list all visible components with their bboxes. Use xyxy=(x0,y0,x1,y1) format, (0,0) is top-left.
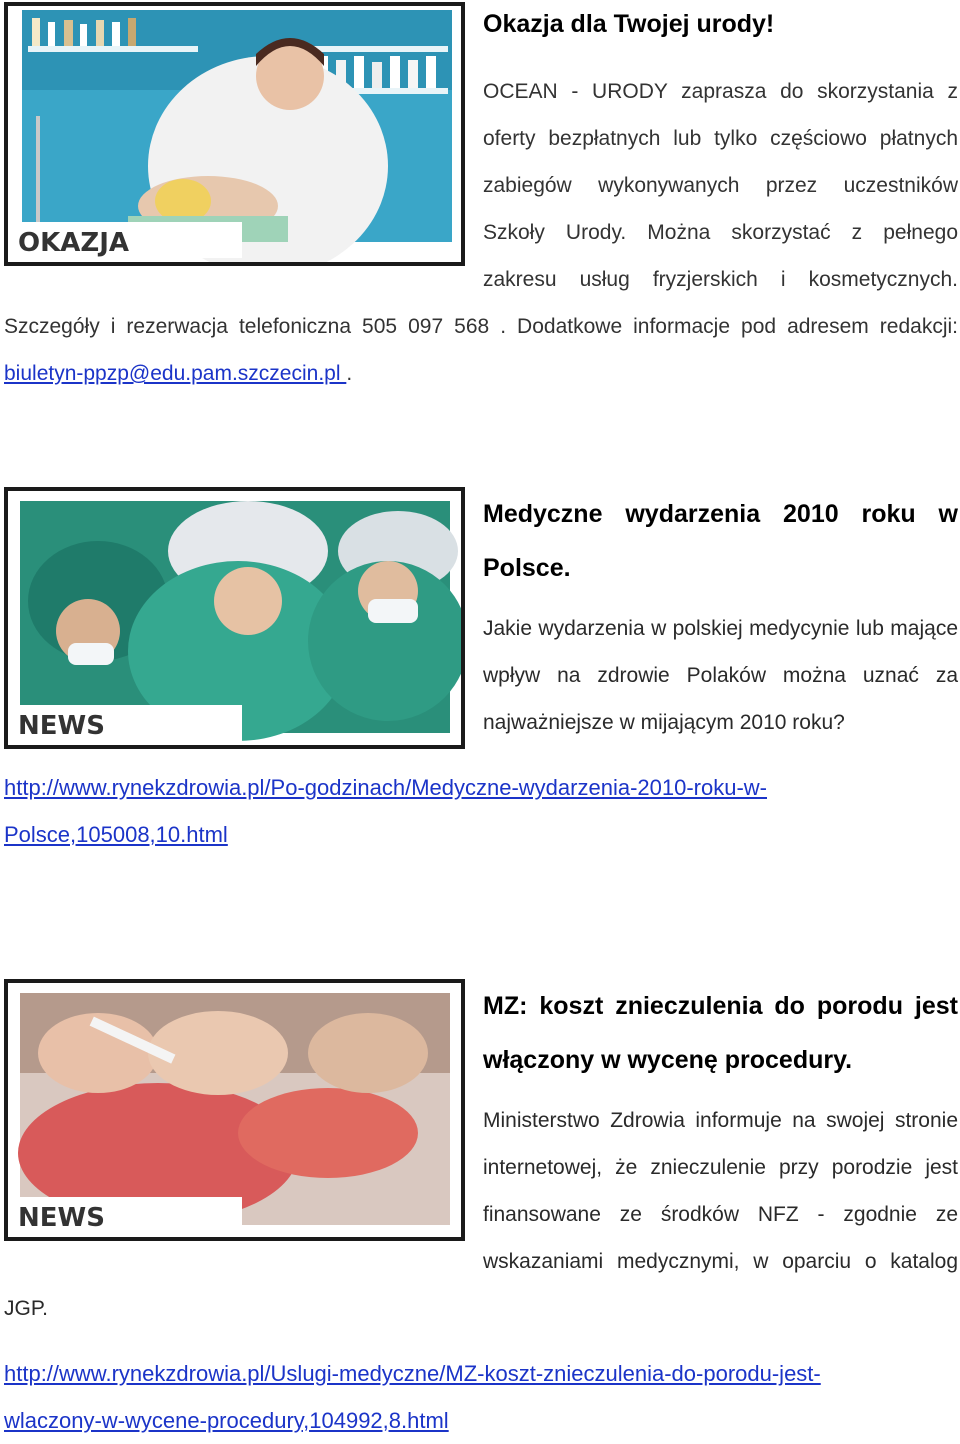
article-medyczne-wydarzenia xyxy=(4,487,958,858)
surgery-photo xyxy=(4,487,465,749)
article-znieczulenie xyxy=(4,979,958,1444)
article-title: MZ: koszt znieczulenia do porodu jest włączony w wycenę procedury. xyxy=(483,992,958,1074)
newborn-photo xyxy=(4,979,465,1241)
source-link[interactable]: http://www.rynekzdrowia.pl/Po-godzinach/Medyczne-wydarzenia-2010-roku-w- Polsce,105008,10.html xyxy=(4,775,767,847)
article-body: Jakie wydarzenia w polskiej medycynie lub mające wpływ na zdrowie Polaków można uznać za najważniejsze w mijającym 2010 roku? xyxy=(483,617,958,734)
article-okazja xyxy=(4,0,958,397)
editor-email-link[interactable]: biuletyn-ppzp@edu.pam.szczecin.pl xyxy=(4,362,347,385)
surgery-illustration xyxy=(8,491,461,745)
source-link[interactable]: http://www.rynekzdrowia.pl/Uslugi-medyczne/MZ-koszt-znieczulenia-do-porodu-jest- wlaczony-w-wycene-procedury,104992,8.html xyxy=(4,1361,821,1433)
article-source-url xyxy=(4,1350,958,1444)
okazja-photo xyxy=(4,2,465,266)
article-title: Medyczne wydarzenia 2010 roku w Polsce. xyxy=(483,500,958,582)
news-badge-text: NEWS xyxy=(18,1203,105,1233)
article-body: Ministerstwo Zdrowia informuje na swojej stronie internetowej, że znieczulenie przy porodzie jest finansowane ze środków NFZ - zgodnie ze wskazaniami medycznymi, w oparciu o katalog JGP. xyxy=(4,1109,958,1320)
newborn-illustration xyxy=(8,983,461,1237)
article-title: Okazja dla Twojej urody! xyxy=(483,10,775,38)
article-source-url xyxy=(4,764,958,858)
news-badge-text: NEWS xyxy=(18,711,105,741)
article-body: OCEAN - URODY zaprasza do skorzystania z oferty bezpłatnych lub tylko częściowo płatnych zabiegów wykonywanych przez uczestników Szkoły Urody. Można skorzystać z pełnego zakresu usług fryzjerskich i kosmetycznych. Szczegóły i rezerwacja telefoniczna 505 097 568 . Dodatkowe informacje pod adresem redakcji: biuletyn-ppzp@edu.pam.szczecin.pl . xyxy=(4,80,958,385)
beauty-salon-illustration xyxy=(8,6,461,262)
okazja-badge-text: OKAZJA xyxy=(18,228,130,258)
